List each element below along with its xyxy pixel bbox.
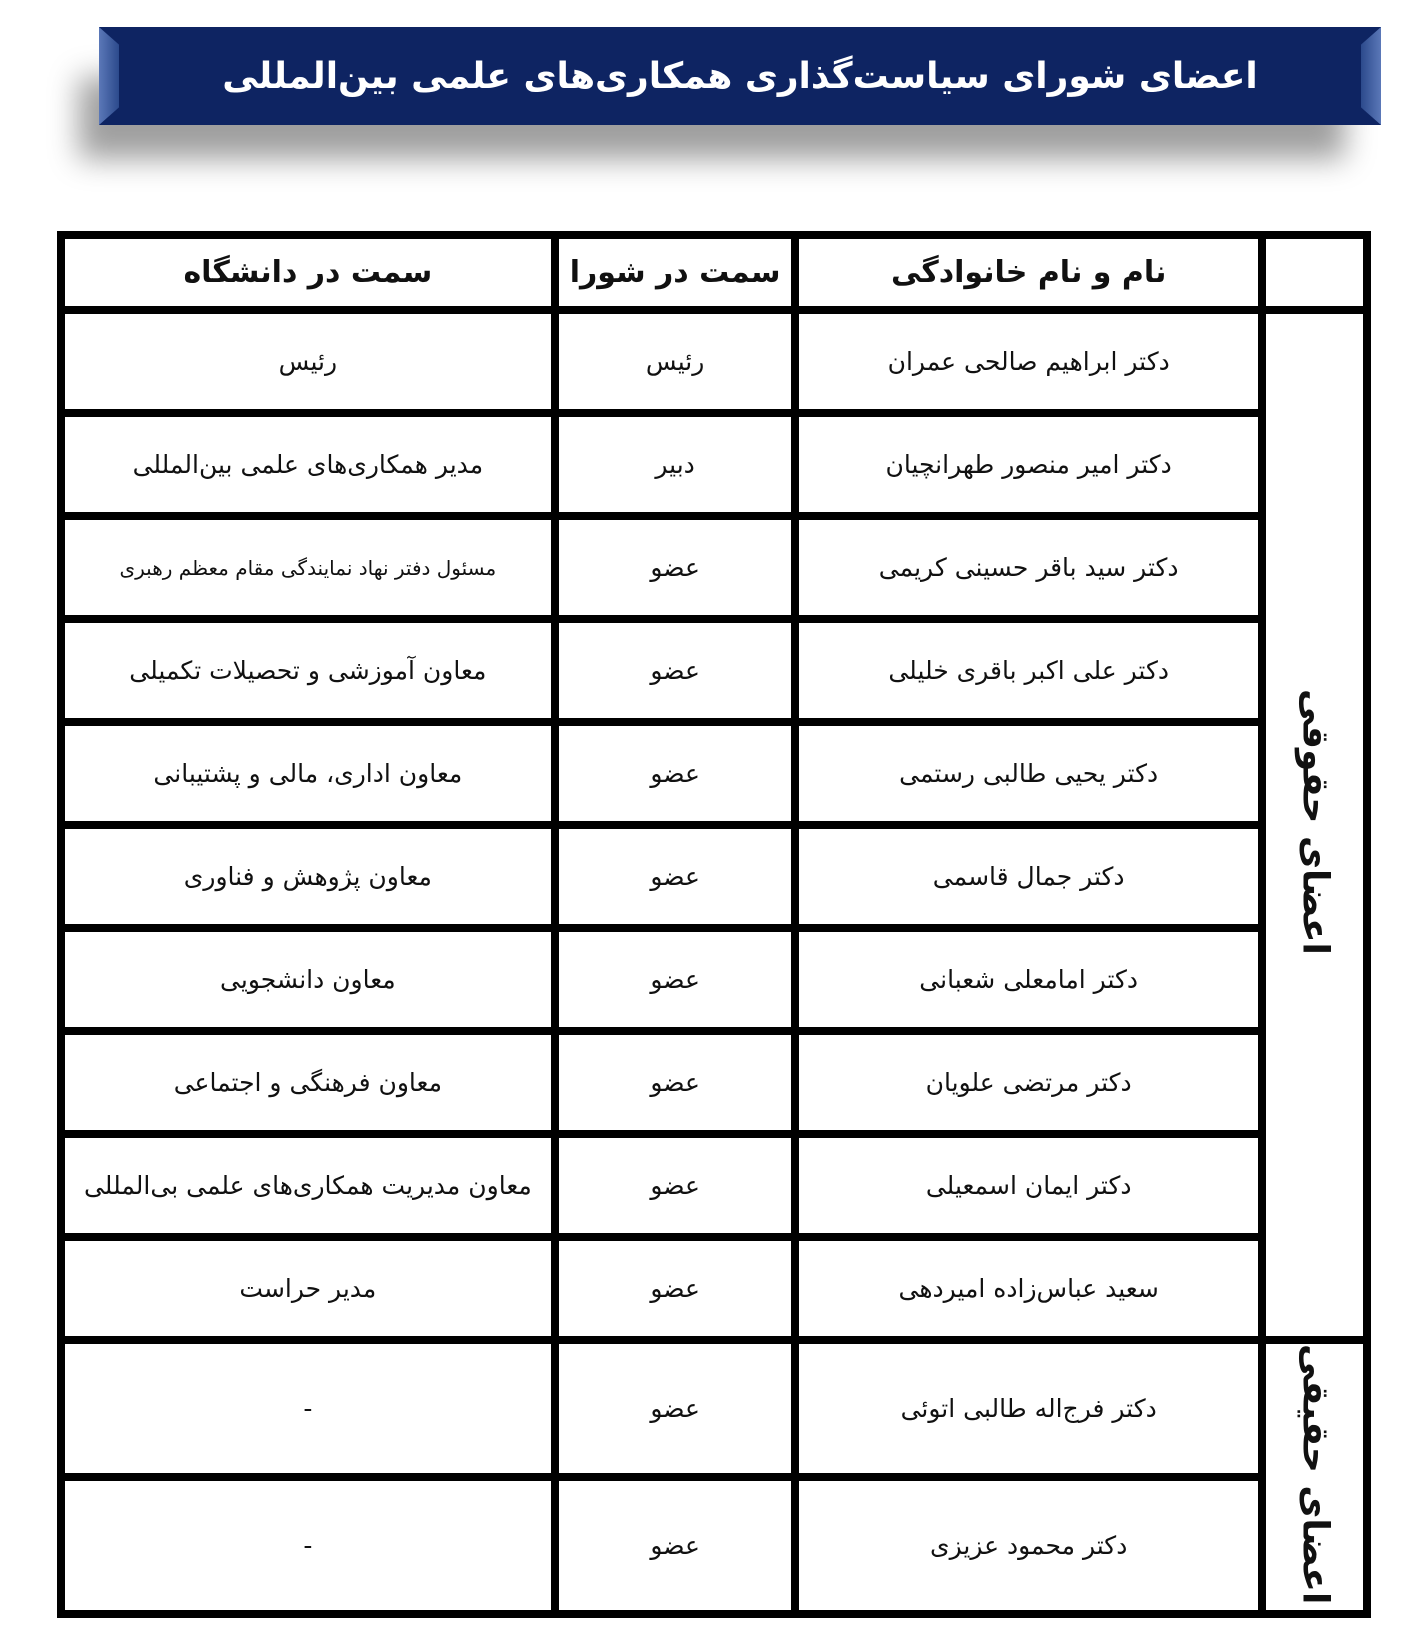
group-cell-natural <box>1266 1344 1363 1610</box>
title-banner <box>99 27 1381 125</box>
university-role: معاون دانشجویی <box>65 932 551 1027</box>
member-name: دکتر علی اکبر باقری خلیلی <box>799 623 1257 718</box>
table-row <box>65 726 1363 821</box>
table-row <box>65 417 1363 512</box>
member-name: دکتر جمال قاسمی <box>799 829 1257 924</box>
table-row <box>65 520 1363 615</box>
council-members-table <box>57 231 1371 1618</box>
member-name: سعید عباس‌زاده امیردهی <box>799 1241 1257 1336</box>
table-row <box>65 1344 1363 1473</box>
group-cell-legal <box>1266 314 1363 1336</box>
header-group <box>1266 239 1363 306</box>
group-label-legal: اعضای حقوقی <box>1294 689 1336 955</box>
table-row <box>65 1138 1363 1233</box>
member-name: دکتر فرج‌اله طالبی اتوئی <box>799 1344 1257 1473</box>
member-name: دکتر محمود عزیزی <box>799 1481 1257 1610</box>
member-name: دکتر مرتضی علویان <box>799 1035 1257 1130</box>
member-name: دکتر یحیی طالبی رستمی <box>799 726 1257 821</box>
university-role: مدیر همکاری‌های علمی بین‌المللی <box>65 417 551 512</box>
member-name: دکتر سید باقر حسینی کریمی <box>799 520 1257 615</box>
table-row <box>65 623 1363 718</box>
banner-left-bevel <box>99 27 119 125</box>
council-role: عضو <box>559 1035 792 1130</box>
member-name: دکتر ابراهیم صالحی عمران <box>799 314 1257 409</box>
council-role: عضو <box>559 829 792 924</box>
council-role: عضو <box>559 1344 792 1473</box>
title-banner-container <box>99 27 1381 125</box>
university-role: رئیس <box>65 314 551 409</box>
header-name: نام و نام خانوادگی <box>799 239 1257 306</box>
header-university-role: سمت در دانشگاه <box>65 239 551 306</box>
table-row <box>65 1241 1363 1336</box>
council-role: عضو <box>559 932 792 1027</box>
council-role: عضو <box>559 520 792 615</box>
header-council-role: سمت در شورا <box>559 239 792 306</box>
member-name: دکتر امامعلی شعبانی <box>799 932 1257 1027</box>
university-role: مدیر حراست <box>65 1241 551 1336</box>
table-header-row <box>65 239 1363 306</box>
group-label-natural: اعضای حقیقی <box>1294 1344 1336 1605</box>
council-role: عضو <box>559 726 792 821</box>
table-row <box>65 829 1363 924</box>
council-role: دبیر <box>559 417 792 512</box>
university-role: - <box>65 1481 551 1610</box>
university-role: معاون آموزشی و تحصیلات تکمیلی <box>65 623 551 718</box>
member-name: دکتر امیر منصور طهرانچیان <box>799 417 1257 512</box>
council-role: عضو <box>559 1241 792 1336</box>
member-name: دکتر ایمان اسمعیلی <box>799 1138 1257 1233</box>
council-role: عضو <box>559 623 792 718</box>
council-role: رئیس <box>559 314 792 409</box>
table-row <box>65 1035 1363 1130</box>
university-role: - <box>65 1344 551 1473</box>
table-row <box>65 932 1363 1027</box>
university-role: معاون پژوهش و فناوری <box>65 829 551 924</box>
banner-right-bevel <box>1361 27 1381 125</box>
council-role: عضو <box>559 1481 792 1610</box>
table-row <box>65 314 1363 409</box>
university-role: معاون مدیریت همکاری‌های علمی بی‌المللی <box>65 1138 551 1233</box>
page-title: اعضای شورای سیاست‌گذاری همکاری‌های علمی بین‌المللی <box>222 55 1258 97</box>
university-role: معاون فرهنگی و اجتماعی <box>65 1035 551 1130</box>
university-role: مسئول دفتر نهاد نمایندگی مقام معظم رهبری <box>65 520 551 615</box>
table-row <box>65 1481 1363 1610</box>
university-role: معاون اداری، مالی و پشتیبانی <box>65 726 551 821</box>
council-role: عضو <box>559 1138 792 1233</box>
